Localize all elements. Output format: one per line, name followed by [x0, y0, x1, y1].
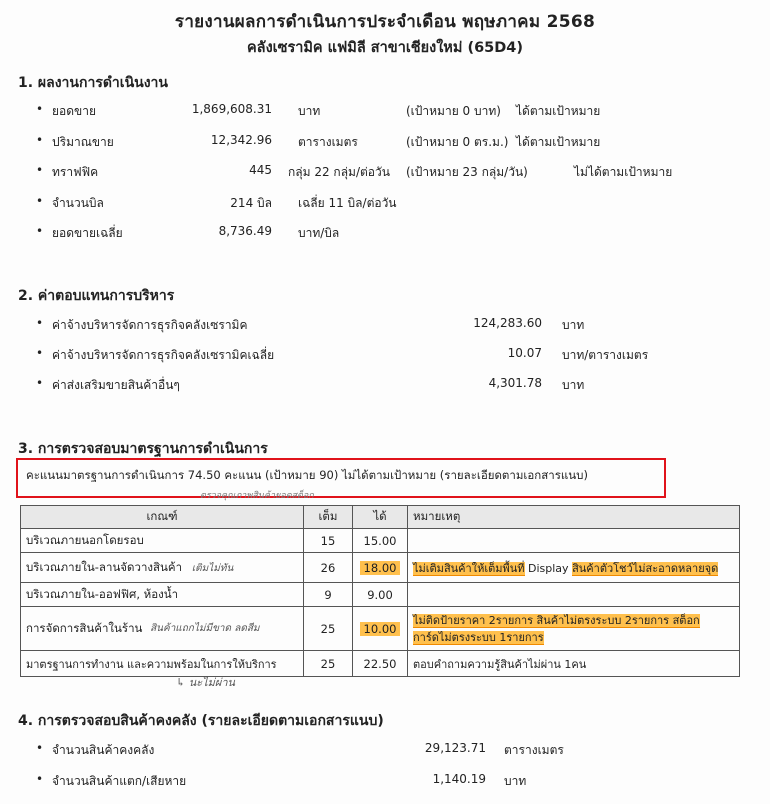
- row-unit: ตารางเมตร: [298, 135, 358, 149]
- cell-got: [353, 607, 408, 651]
- row-label: จำนวนสินค้าแตก/เสียหาย: [52, 774, 187, 788]
- row-unit: บาท: [504, 774, 527, 788]
- header-remarks: หมายเหตุ: [408, 506, 740, 529]
- report-subtitle: คลังเซรามิค แฟมิลี สาขาเชียงใหม่ (65D4): [246, 40, 524, 56]
- row-value: 214 บิล: [230, 196, 272, 210]
- table-row: [21, 651, 740, 677]
- highlighted-score: 18.00: [360, 561, 401, 575]
- row-value: 124,283.60: [473, 316, 542, 330]
- handwritten-note: ตรวจคุณภาพสินค้ายอดสต็อก: [200, 491, 314, 501]
- cell-max: 25: [304, 607, 353, 651]
- remark-text: Display: [524, 561, 573, 575]
- row-target: (เป้าหมาย 0 ตร.ม.): [406, 135, 509, 149]
- row-value: 8,736.49: [218, 224, 272, 238]
- row-unit: บาท: [298, 104, 321, 118]
- table-row: [21, 583, 740, 607]
- header-got: ได้: [353, 506, 408, 529]
- bullet-icon: •: [36, 772, 44, 786]
- table-header-row: [21, 506, 740, 529]
- cell-got: 9.00: [353, 583, 408, 607]
- bullet-icon: •: [36, 346, 44, 360]
- row-label: ค่าจ้างบริหารจัดการธุรกิจคลังเซรามิค: [52, 318, 248, 332]
- row-value: 4,301.78: [488, 376, 542, 390]
- cell-got: 22.50: [353, 651, 408, 677]
- handwritten-note-below: ↳ นะไม่ผ่าน: [176, 676, 236, 689]
- row-status: ไม่ได้ตามเป้าหมาย: [574, 165, 673, 179]
- highlighted-remark: ไม่เติมสินค้าให้เต็มพื้นที่: [413, 561, 525, 575]
- row-label: ค่าจ้างบริหารจัดการธุรกิจคลังเซรามิคเฉลี่ย: [52, 348, 275, 362]
- criteria-text: การจัดการสินค้าในร้าน: [26, 620, 143, 635]
- row-value: 1,140.19: [432, 772, 486, 786]
- header-max: เต็ม: [304, 506, 353, 529]
- table-row: [21, 529, 740, 553]
- row-label: ยอดขายเฉลี่ย: [52, 226, 123, 240]
- bullet-icon: •: [36, 194, 44, 208]
- bullet-icon: •: [36, 316, 44, 330]
- row-value: 12,342.96: [210, 133, 272, 147]
- header-criteria: เกณฑ์: [21, 506, 304, 529]
- highlighted-remark: ไม่ติดป้ายราคา 2รายการ สินค้าไม่ตรงระบบ 2รายการ สต็อก: [413, 613, 700, 627]
- row-target: (เป้าหมาย 0 บาท): [406, 104, 501, 118]
- handwritten-annotation: สินค้าแถกไม่มีขาด ลดสีม: [150, 622, 260, 634]
- row-target: (เป้าหมาย 23 กลุ่ม/วัน): [406, 165, 528, 179]
- cell-criteria: บริเวณภายใน-ออฟฟิศ, ห้องน้ำ: [21, 583, 304, 607]
- row-unit: บาท: [562, 318, 585, 332]
- row-label: ค่าส่งเสริมขายสินค้าอื่นๆ: [52, 378, 180, 392]
- cell-remark: ตอบคำถามความรู้สินค้าไม่ผ่าน 1คน: [408, 651, 740, 677]
- cell-criteria: [21, 553, 304, 583]
- row-label: จำนวนบิล: [52, 196, 104, 210]
- row-value: 29,123.71: [424, 741, 486, 755]
- cell-max: 26: [304, 553, 353, 583]
- bullet-icon: •: [36, 224, 44, 238]
- cell-remark: [408, 607, 740, 651]
- cell-remark: [408, 529, 740, 553]
- row-value: 445: [249, 163, 272, 177]
- section2-heading: 2. ค่าตอบแทนการบริหาร: [18, 288, 175, 304]
- row-unit: กลุ่ม 22 กลุ่ม/ต่อวัน: [288, 165, 390, 179]
- cell-remark: [408, 553, 740, 583]
- bullet-icon: •: [36, 741, 44, 755]
- standards-table: [20, 505, 740, 677]
- cell-max: 9: [304, 583, 353, 607]
- bullet-icon: •: [36, 102, 44, 116]
- highlighted-remark: สินค้าตัวโชว์ไม่สะอาดหลายจุด: [572, 561, 719, 575]
- row-unit: เฉลี่ย 11 บิล/ต่อวัน: [298, 196, 397, 210]
- section1-heading: 1. ผลงานการดำเนินงาน: [18, 75, 168, 91]
- criteria-text: บริเวณภายใน-ลานจัดวางสินค้า: [26, 559, 183, 574]
- row-label: ปริมาณขาย: [52, 135, 114, 149]
- table-row: [21, 607, 740, 651]
- row-status: ได้ตามเป้าหมาย: [516, 104, 601, 118]
- row-unit: บาท/บิล: [298, 226, 340, 240]
- score-summary: คะแนนมาตรฐานการดำเนินการ 74.50 คะแนน (เป้าหมาย 90) ไม่ได้ตามเป้าหมาย (รายละเอียดตามเอกสารแนบ): [26, 468, 588, 482]
- cell-max: 25: [304, 651, 353, 677]
- cell-criteria: มาตรฐานการทำงาน และความพร้อมในการให้บริการ: [21, 651, 304, 677]
- highlighted-score: 10.00: [360, 622, 401, 636]
- section3-heading: 3. การตรวจสอบมาตรฐานการดำเนินการ: [18, 441, 268, 457]
- row-label: จำนวนสินค้าคงคลัง: [52, 743, 155, 757]
- row-value: 10.07: [507, 346, 542, 360]
- handwritten-annotation: เติมไม่ทัน: [191, 562, 234, 574]
- cell-got: 15.00: [353, 529, 408, 553]
- bullet-icon: •: [36, 163, 44, 177]
- cell-criteria: บริเวณภายนอกโดยรอบ: [21, 529, 304, 553]
- highlighted-remark: การ์ดไม่ตรงระบบ 1รายการ: [413, 630, 544, 644]
- report-title: รายงานผลการดำเนินการประจำเดือน พฤษภาคม 2568: [174, 12, 596, 32]
- bullet-icon: •: [36, 376, 44, 390]
- row-label: ทราฟฟิค: [52, 165, 99, 179]
- cell-criteria: [21, 607, 304, 651]
- row-label: ยอดขาย: [52, 104, 97, 118]
- row-unit: บาท: [562, 378, 585, 392]
- cell-remark: [408, 583, 740, 607]
- cell-got: [353, 553, 408, 583]
- table-row: [21, 553, 740, 583]
- row-value: 1,869,608.31: [191, 102, 272, 116]
- section4-heading: 4. การตรวจสอบสินค้าคงคลัง (รายละเอียดตามเอกสารแนบ): [18, 713, 384, 729]
- cell-max: 15: [304, 529, 353, 553]
- bullet-icon: •: [36, 133, 44, 147]
- row-unit: บาท/ตารางเมตร: [562, 348, 649, 362]
- row-status: ได้ตามเป้าหมาย: [516, 135, 601, 149]
- row-unit: ตารางเมตร: [504, 743, 564, 757]
